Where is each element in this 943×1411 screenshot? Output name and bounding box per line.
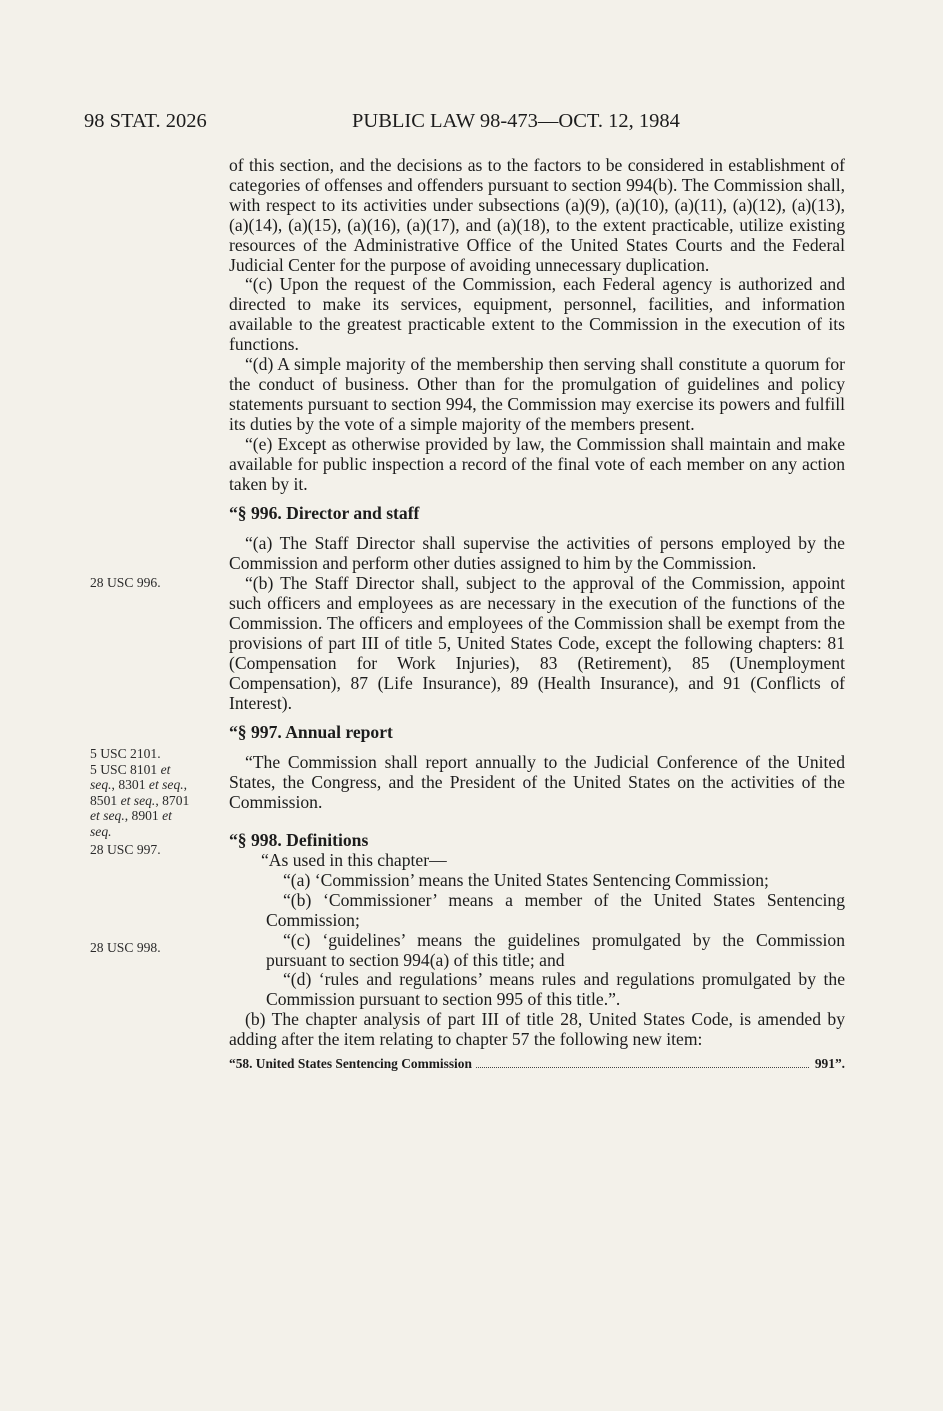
margin-note-text: , (183, 777, 188, 792)
paragraph-997: “The Commission shall report annually to the Judicial Conference of the United States, the Congress, and the President of the United States on the activities of the Commission. (229, 752, 845, 813)
margin-note-5-usc (90, 746, 215, 839)
paragraph-998-intro: “As used in this chapter— (261, 850, 447, 870)
margin-note-italic: seq. (90, 777, 112, 792)
paragraph-continuation: of this section, and the decisions as to the factors to be considered in establishment of categories of offenses and offenders pursuant to section 994(b). The Commission shall, with respect to its activities under subsections (a)(9), (a)(10), (a)(11), (a)(12), (a)(13), (a)(14), (a)(15), (a)(16), (a)(17), and (a)(18), to the extent practicable, utilize existing resources of the Administrative Office of the United States Courts and the Federal Judicial Center for the purpose of avoiding unnecessary duplication. (229, 155, 845, 275)
margin-note-line (90, 824, 215, 840)
margin-note-line (90, 777, 215, 793)
toc-item-label: “58. United States Sentencing Commission (229, 1056, 472, 1072)
toc-leader-dots (476, 1067, 809, 1068)
margin-note-italic: et seq. (90, 808, 125, 823)
margin-note-28-usc-996: 28 USC 996. (90, 575, 161, 590)
paragraph-chapter-analysis: (b) The chapter analysis of part III of title 28, United States Code, is amended by adding after the item relating to chapter 57 the following new item: (229, 1009, 845, 1050)
paragraph-996-b: “(b) The Staff Director shall, subject to the approval of the Commission, appoint such officers and employees as are necessary in the execution of the functions of the Commission. The officers and employees of the Commission shall be exempt from the provisions of part III of title 5, United States Code, except the following chapters: 81 (Compensation for Work Injuries), 83 (Retirement), 85 (Unemployment Compensation), 87 (Life Insurance), 89 (Health Insurance), and 91 (Conflicts of Interest). (229, 573, 845, 713)
paragraph-996-a: “(a) The Staff Director shall supervise the activities of persons employed by the Commission and perform other duties assigned to him by the Commission. (229, 533, 845, 574)
margin-note-italic: seq. (90, 823, 112, 839)
section-heading-997: “§ 997. Annual report (229, 722, 393, 743)
margin-note-text: , 8901 (124, 808, 163, 823)
paragraph-subsection-e: “(e) Except as otherwise provided by law, the Commission shall maintain and make available for public inspection a record of the final vote of each member on any action taken by it. (229, 433, 845, 494)
margin-note-italic: et (160, 761, 171, 777)
margin-note-line (90, 762, 215, 778)
margin-note-line: 5 USC 2101. (90, 746, 161, 761)
section-heading-998: “§ 998. Definitions (229, 830, 369, 851)
definition-commissioner: “(b) ‘Commissioner’ means a member of the United States Sentencing Commission; (266, 889, 845, 930)
margin-note-italic: et seq. (120, 792, 156, 808)
margin-note-text: 8501 (90, 792, 121, 808)
paragraph-subsection-d: “(d) A simple majority of the membership then serving shall constitute a quorum for the conduct of business. Other than for the promulgation of guidelines and policy statements pursuant to section 994, the Commission may exercise its powers and fulfill its duties by the vote of a simple majority of the members present. (229, 354, 845, 434)
body-text (229, 156, 845, 1074)
margin-note-text: , 8701 (155, 792, 190, 808)
margin-note-line (90, 808, 215, 824)
statute-page-number: 98 STAT. 2026 (84, 110, 207, 132)
definition-guidelines: “(c) ‘guidelines’ means the guidelines promulgated by the Commission pursuant to section 994(a) of this title; and (266, 929, 845, 970)
definition-rules-and-regulations: “(d) ‘rules and regulations’ means rules and regulations promulgated by the Commission pursuant to section 995 of this title.”. (266, 969, 845, 1010)
definition-commission: “(a) ‘Commission’ means the United States Sentencing Commission; (283, 869, 769, 890)
margin-note-28-usc-997: 28 USC 997. (90, 842, 161, 857)
margin-note-text: , 8301 (111, 777, 149, 792)
public-law-title: PUBLIC LAW 98-473—OCT. 12, 1984 (352, 110, 680, 132)
margin-note-text: 5 USC 8101 (90, 761, 161, 777)
margin-note-italic: et seq. (148, 777, 184, 792)
section-heading-996: “§ 996. Director and staff (229, 503, 420, 524)
page-header (84, 110, 844, 140)
toc-item-page: 991”. (814, 1056, 845, 1072)
margin-note-italic: et (162, 808, 172, 823)
margin-note-line (90, 793, 215, 809)
margin-note-28-usc-998: 28 USC 998. (90, 940, 161, 955)
paragraph-subsection-c: “(c) Upon the request of the Commission, each Federal agency is authorized and directed to make its services, equipment, personnel, facilities, and information available to the greatest practicable extent to the Commission in the execution of its functions. (229, 274, 845, 355)
table-of-contents-item (229, 1054, 845, 1074)
